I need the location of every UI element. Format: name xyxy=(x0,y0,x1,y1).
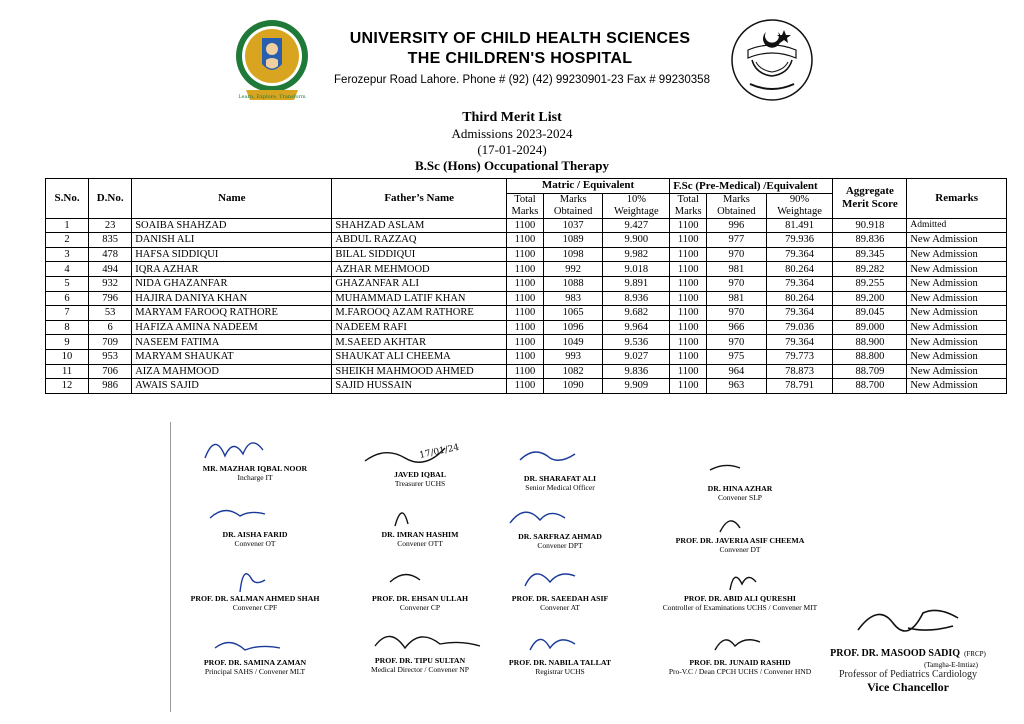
cell-dno: 23 xyxy=(89,218,132,233)
cell-fsc-obtained: 981 xyxy=(707,262,767,277)
signatory-role: Convener AT xyxy=(540,603,580,612)
table-row xyxy=(46,320,1007,335)
signature-stroke xyxy=(185,624,325,658)
cell-matric-total: 1100 xyxy=(506,262,543,277)
cell-fsc-total: 1100 xyxy=(670,276,707,291)
header-matric-weightage: 10% Weightage xyxy=(603,193,670,218)
signatory xyxy=(470,560,650,612)
header-matric-total: Total Marks xyxy=(506,193,543,218)
header-fsc: F.Sc (Pre-Medical) /Equivalent xyxy=(670,179,833,194)
cell-matric-weightage: 8.936 xyxy=(603,291,670,306)
signatory-role: Convener OT xyxy=(234,539,276,548)
cell-dno: 932 xyxy=(89,276,132,291)
signature-stroke xyxy=(185,430,325,464)
cell-matric-weightage: 9.427 xyxy=(603,218,670,233)
cell-matric-weightage: 9.836 xyxy=(603,364,670,379)
signatory xyxy=(650,502,830,554)
signatory xyxy=(165,496,345,548)
signatory xyxy=(165,430,345,482)
uchs-logo xyxy=(232,16,312,106)
cell-father-name: M.FAROOQ AZAM RATHORE xyxy=(332,306,507,321)
signatory-name: PROF. DR. ABID ALI QURESHI xyxy=(684,594,796,603)
table-row xyxy=(46,233,1007,248)
cell-matric-obtained: 993 xyxy=(543,349,603,364)
header-matric: Matric / Equivalent xyxy=(506,179,669,194)
cell-fsc-total: 1100 xyxy=(670,335,707,350)
cell-father-name: SHAUKAT ALI CHEEMA xyxy=(332,349,507,364)
cell-name: AWAIS SAJID xyxy=(132,379,332,394)
cell-dno: 6 xyxy=(89,320,132,335)
signature-stroke xyxy=(490,440,630,474)
cell-name: NASEEM FATIMA xyxy=(132,335,332,350)
cell-dno: 953 xyxy=(89,349,132,364)
signatory-role: Pro-V.C / Dean CPCH UCHS / Convener HND xyxy=(668,667,812,676)
signatory xyxy=(650,450,830,502)
cell-sno: 10 xyxy=(46,349,89,364)
vice-chancellor-signature xyxy=(808,598,1008,695)
signatory-name: PROF. DR. JUNAID RASHID xyxy=(689,658,791,667)
cell-fsc-obtained: 975 xyxy=(707,349,767,364)
cell-aggregate: 88.800 xyxy=(833,349,907,364)
cell-matric-total: 1100 xyxy=(506,335,543,350)
cell-fsc-weightage: 78.873 xyxy=(766,364,833,379)
cell-matric-total: 1100 xyxy=(506,364,543,379)
cell-fsc-obtained: 966 xyxy=(707,320,767,335)
cell-father-name: MUHAMMAD LATIF KHAN xyxy=(332,291,507,306)
signature-stroke xyxy=(185,496,325,530)
signatory-name: MR. MAZHAR IQBAL NOOR xyxy=(202,464,308,473)
university-name: UNIVERSITY OF CHILD HEALTH SCIENCES xyxy=(349,30,691,47)
table-row xyxy=(46,364,1007,379)
cell-matric-obtained: 1096 xyxy=(543,320,603,335)
cell-remarks: New Admission xyxy=(907,335,1007,350)
cell-sno: 8 xyxy=(46,320,89,335)
cell-matric-total: 1100 xyxy=(506,379,543,394)
vc-role: Vice Chancellor xyxy=(867,680,949,694)
cell-matric-weightage: 9.536 xyxy=(603,335,670,350)
cell-matric-total: 1100 xyxy=(506,291,543,306)
cell-father-name: AZHAR MEHMOOD xyxy=(332,262,507,277)
signatory-role: Incharge IT xyxy=(237,473,273,482)
cell-fsc-obtained: 964 xyxy=(707,364,767,379)
cell-dno: 53 xyxy=(89,306,132,321)
cell-fsc-obtained: 970 xyxy=(707,306,767,321)
signatory xyxy=(650,560,830,612)
cell-sno: 1 xyxy=(46,218,89,233)
cell-sno: 2 xyxy=(46,233,89,248)
cell-aggregate: 89.345 xyxy=(833,247,907,262)
cell-fsc-weightage: 79.036 xyxy=(766,320,833,335)
signatory-name: PROF. DR. SAMINA ZAMAN xyxy=(203,658,307,667)
cell-fsc-total: 1100 xyxy=(670,233,707,248)
cell-fsc-weightage: 79.364 xyxy=(766,335,833,350)
cell-sno: 6 xyxy=(46,291,89,306)
signatory-role: Senior Medical Officer xyxy=(525,483,595,492)
signature-stroke xyxy=(490,624,630,658)
cell-father-name: M.SAEED AKHTAR xyxy=(332,335,507,350)
cell-fsc-total: 1100 xyxy=(670,349,707,364)
cell-fsc-total: 1100 xyxy=(670,218,707,233)
table-row xyxy=(46,262,1007,277)
signature-stroke xyxy=(490,560,630,594)
cell-name: HAJIRA DANIYA KHAN xyxy=(132,291,332,306)
header-aggregate: Aggregate Merit Score xyxy=(833,179,907,219)
signatory-role: Convener CPF xyxy=(232,603,278,612)
cell-fsc-obtained: 977 xyxy=(707,233,767,248)
cell-fsc-weightage: 78.791 xyxy=(766,379,833,394)
cell-name: MARYAM FAROOQ RATHORE xyxy=(132,306,332,321)
header-father-name: Father’s Name xyxy=(332,179,507,219)
cell-matric-weightage: 9.964 xyxy=(603,320,670,335)
signatory xyxy=(470,498,650,550)
cell-matric-weightage: 9.909 xyxy=(603,379,670,394)
cell-matric-obtained: 1065 xyxy=(543,306,603,321)
vc-suffix: (FRCP) xyxy=(964,650,986,658)
cell-aggregate: 89.282 xyxy=(833,262,907,277)
cell-matric-total: 1100 xyxy=(506,320,543,335)
cell-fsc-total: 1100 xyxy=(670,247,707,262)
cell-father-name: NADEEM RAFI xyxy=(332,320,507,335)
table-row xyxy=(46,247,1007,262)
signatory-name: PROF. DR. TIPU SULTAN xyxy=(374,656,466,665)
cell-remarks: New Admission xyxy=(907,291,1007,306)
cell-name: AIZA MAHMOOD xyxy=(132,364,332,379)
cell-sno: 4 xyxy=(46,262,89,277)
signature-stroke xyxy=(185,560,325,594)
cell-fsc-obtained: 981 xyxy=(707,291,767,306)
cell-dno: 478 xyxy=(89,247,132,262)
cell-fsc-weightage: 79.773 xyxy=(766,349,833,364)
contact-line: Ferozepur Road Lahore. Phone # (92) (42) 99230901-23 Fax # 99230358 xyxy=(334,74,710,86)
table-row xyxy=(46,335,1007,350)
signature-stroke xyxy=(670,624,810,658)
cell-name: DANISH ALI xyxy=(132,233,332,248)
signature-stroke xyxy=(350,496,490,530)
header-fsc-weightage: 90% Weightage xyxy=(766,193,833,218)
cell-fsc-obtained: 970 xyxy=(707,276,767,291)
cell-fsc-obtained: 996 xyxy=(707,218,767,233)
signatory-role: Controller of Examinations UCHS / Convener MIT xyxy=(662,603,818,612)
cell-matric-weightage: 9.682 xyxy=(603,306,670,321)
cell-remarks: New Admission xyxy=(907,320,1007,335)
cell-dno: 706 xyxy=(89,364,132,379)
cell-matric-total: 1100 xyxy=(506,349,543,364)
header-dno: D.No. xyxy=(89,179,132,219)
cell-dno: 835 xyxy=(89,233,132,248)
signatory-name: PROF. DR. SAEEDAH ASIF xyxy=(511,594,609,603)
signatory-name: DR. IMRAN HASHIM xyxy=(381,530,459,539)
signatory-role: Registrar UCHS xyxy=(535,667,585,676)
cell-remarks: Admitted xyxy=(907,218,1007,233)
vc-signature-stroke xyxy=(848,598,968,638)
cell-father-name: SAJID HUSSAIN xyxy=(332,379,507,394)
cell-dno: 494 xyxy=(89,262,132,277)
cell-matric-weightage: 9.027 xyxy=(603,349,670,364)
government-emblem xyxy=(726,18,818,104)
cell-dno: 796 xyxy=(89,291,132,306)
cell-matric-obtained: 1082 xyxy=(543,364,603,379)
list-date: (17-01-2024) xyxy=(477,142,547,157)
table-row xyxy=(46,379,1007,394)
admission-session: Admissions 2023-2024 xyxy=(451,126,573,141)
signatory-role: Medical Director / Convener NP xyxy=(371,665,469,674)
signatory xyxy=(650,624,830,676)
cell-remarks: New Admission xyxy=(907,276,1007,291)
signatory-name: PROF. DR. SALMAN AHMED SHAH xyxy=(190,594,320,603)
cell-fsc-weightage: 79.364 xyxy=(766,247,833,262)
cell-remarks: New Admission xyxy=(907,233,1007,248)
cell-fsc-obtained: 970 xyxy=(707,335,767,350)
cell-fsc-weightage: 80.264 xyxy=(766,262,833,277)
cell-aggregate: 90.918 xyxy=(833,218,907,233)
cell-matric-total: 1100 xyxy=(506,306,543,321)
cell-fsc-weightage: 79.936 xyxy=(766,233,833,248)
signatory-role: Treasurer UCHS xyxy=(394,479,446,488)
cell-fsc-obtained: 970 xyxy=(707,247,767,262)
signature-stroke xyxy=(670,502,810,536)
signatory xyxy=(470,440,650,492)
cell-name: HAFIZA AMINA NADEEM xyxy=(132,320,332,335)
cell-matric-total: 1100 xyxy=(506,247,543,262)
signatory-name: PROF. DR. JAVERIA ASIF CHEEMA xyxy=(675,536,805,545)
signatory-name: JAVED IQBAL xyxy=(393,470,447,479)
cell-aggregate: 88.709 xyxy=(833,364,907,379)
cell-matric-obtained: 1088 xyxy=(543,276,603,291)
signature-stroke xyxy=(490,498,630,532)
cell-remarks: New Admission xyxy=(907,349,1007,364)
cell-fsc-total: 1100 xyxy=(670,320,707,335)
merit-rows xyxy=(46,218,1007,393)
cell-fsc-total: 1100 xyxy=(670,379,707,394)
cell-sno: 9 xyxy=(46,335,89,350)
cell-fsc-weightage: 80.264 xyxy=(766,291,833,306)
cell-father-name: BILAL SIDDIQUI xyxy=(332,247,507,262)
hospital-name: THE CHILDREN'S HOSPITAL xyxy=(407,50,633,67)
logo-motto: Learn, Explore, Transform xyxy=(238,94,306,100)
signatory-name: DR. SARFRAZ AHMAD xyxy=(518,532,602,541)
header-fsc-obtained: Marks Obtained xyxy=(707,193,767,218)
cell-fsc-total: 1100 xyxy=(670,291,707,306)
signatory-name: DR. HINA AZHAR xyxy=(707,484,773,493)
cell-matric-obtained: 983 xyxy=(543,291,603,306)
cell-sno: 12 xyxy=(46,379,89,394)
cell-matric-obtained: 1098 xyxy=(543,247,603,262)
table-row xyxy=(46,306,1007,321)
cell-matric-obtained: 992 xyxy=(543,262,603,277)
cell-name: IQRA AZHAR xyxy=(132,262,332,277)
signatory xyxy=(470,624,650,676)
cell-name: MARYAM SHAUKAT xyxy=(132,349,332,364)
cell-name: NIDA GHAZANFAR xyxy=(132,276,332,291)
header-sno: S.No. xyxy=(46,179,89,219)
table-row xyxy=(46,349,1007,364)
cell-matric-weightage: 9.982 xyxy=(603,247,670,262)
cell-matric-total: 1100 xyxy=(506,233,543,248)
signatory-role: Convener OTT xyxy=(397,539,443,548)
signature-stroke xyxy=(350,560,490,594)
merit-list-title: Third Merit List xyxy=(462,110,562,125)
header-name: Name xyxy=(132,179,332,219)
table-row xyxy=(46,291,1007,306)
cell-father-name: SHEIKH MAHMOOD AHMED xyxy=(332,364,507,379)
cell-aggregate: 89.200 xyxy=(833,291,907,306)
cell-father-name: ABDUL RAZZAQ xyxy=(332,233,507,248)
signatory-name: DR. AISHA FARID xyxy=(222,530,288,539)
cell-matric-total: 1100 xyxy=(506,218,543,233)
cell-matric-total: 1100 xyxy=(506,276,543,291)
signature-stroke xyxy=(670,560,810,594)
vc-name: PROF. DR. MASOOD SADIQ xyxy=(830,648,961,659)
signatory xyxy=(165,560,345,612)
cell-fsc-total: 1100 xyxy=(670,306,707,321)
merit-table xyxy=(45,178,1007,394)
cell-matric-weightage: 9.891 xyxy=(603,276,670,291)
signatory-role: Convener DT xyxy=(719,545,761,554)
signatory-name: PROF. DR. EHSAN ULLAH xyxy=(371,594,469,603)
cell-matric-obtained: 1037 xyxy=(543,218,603,233)
cell-matric-obtained: 1089 xyxy=(543,233,603,248)
signatory-name: DR. SHARAFAT ALI xyxy=(523,474,597,483)
handwritten-date: 17/01/24 xyxy=(418,442,461,461)
signatory xyxy=(165,624,345,676)
signatory-name: PROF. DR. NABILA TALLAT xyxy=(508,658,612,667)
cell-fsc-weightage: 81.491 xyxy=(766,218,833,233)
cell-dno: 709 xyxy=(89,335,132,350)
cell-sno: 5 xyxy=(46,276,89,291)
cell-name: HAFSA SIDDIQUI xyxy=(132,247,332,262)
cell-remarks: New Admission xyxy=(907,306,1007,321)
cell-aggregate: 89.836 xyxy=(833,233,907,248)
table-row xyxy=(46,276,1007,291)
header-matric-obtained: Marks Obtained xyxy=(543,193,603,218)
cell-matric-weightage: 9.900 xyxy=(603,233,670,248)
vc-award: (Tamgha-E-Imtiaz) xyxy=(924,661,978,669)
cell-fsc-weightage: 79.364 xyxy=(766,306,833,321)
signature-stroke xyxy=(350,622,490,656)
signatory-role: Convener DPT xyxy=(537,541,583,550)
vc-title: Professor of Pediatrics Cardiology xyxy=(838,669,978,680)
signature-stroke xyxy=(350,436,490,470)
signatory-role: Convener CP xyxy=(399,603,441,612)
cell-fsc-total: 1100 xyxy=(670,262,707,277)
cell-aggregate: 89.255 xyxy=(833,276,907,291)
cell-fsc-total: 1100 xyxy=(670,364,707,379)
signatory-role: Convener SLP xyxy=(718,493,762,502)
cell-aggregate: 88.700 xyxy=(833,379,907,394)
cell-name: SOAIBA SHAHZAD xyxy=(132,218,332,233)
cell-matric-obtained: 1049 xyxy=(543,335,603,350)
cell-remarks: New Admission xyxy=(907,247,1007,262)
cell-aggregate: 89.045 xyxy=(833,306,907,321)
cell-matric-weightage: 9.018 xyxy=(603,262,670,277)
cell-dno: 986 xyxy=(89,379,132,394)
program-name: B.Sc (Hons) Occupational Therapy xyxy=(414,158,610,173)
header-remarks: Remarks xyxy=(907,179,1007,219)
cell-matric-obtained: 1090 xyxy=(543,379,603,394)
cell-remarks: New Admission xyxy=(907,379,1007,394)
cell-remarks: New Admission xyxy=(907,262,1007,277)
cell-sno: 3 xyxy=(46,247,89,262)
cell-aggregate: 89.000 xyxy=(833,320,907,335)
cell-fsc-weightage: 79.364 xyxy=(766,276,833,291)
signature-stroke xyxy=(670,450,810,484)
cell-aggregate: 88.900 xyxy=(833,335,907,350)
signatory-role: Principal SAHS / Convener MLT xyxy=(204,667,306,676)
cell-father-name: SHAHZAD ASLAM xyxy=(332,218,507,233)
cell-sno: 7 xyxy=(46,306,89,321)
cell-sno: 11 xyxy=(46,364,89,379)
header-fsc-total: Total Marks xyxy=(670,193,707,218)
cell-remarks: New Admission xyxy=(907,364,1007,379)
table-row xyxy=(46,218,1007,233)
cell-father-name: GHAZANFAR ALI xyxy=(332,276,507,291)
cell-fsc-obtained: 963 xyxy=(707,379,767,394)
